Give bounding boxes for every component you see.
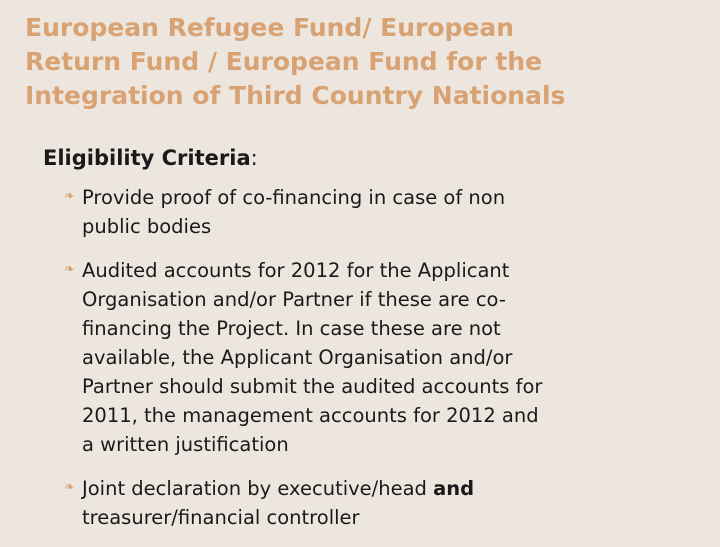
item-line: Audited accounts for 2012 for the Applicant xyxy=(82,259,510,282)
item-line: Provide proof of co-financing in case of non xyxy=(82,186,506,209)
section-heading-text: Eligibility Criteria xyxy=(43,146,251,170)
bullet-icon: ❧ xyxy=(64,262,75,277)
bullet-icon: ❧ xyxy=(64,189,75,204)
list-item xyxy=(64,474,664,532)
item-line: public bodies xyxy=(82,215,212,238)
item-emphasis: and xyxy=(433,477,475,500)
item-line: treasurer/financial controller xyxy=(82,506,360,529)
criteria-list xyxy=(64,183,664,547)
item-line: financing the Project. In case these are not xyxy=(82,317,501,340)
eligibility-heading xyxy=(43,143,258,173)
item-line: a written justification xyxy=(82,433,289,456)
item-line: available, the Applicant Organisation and/or xyxy=(82,346,513,369)
bullet-icon: ❧ xyxy=(64,480,75,495)
list-item xyxy=(64,256,664,459)
section-heading-colon: : xyxy=(250,146,258,170)
slide-title xyxy=(25,11,705,113)
item-line: Organisation and/or Partner if these are co- xyxy=(82,288,506,311)
title-line: European Refugee Fund/ European xyxy=(25,13,515,42)
item-line xyxy=(82,474,664,503)
item-line: Partner should submit the audited accounts for xyxy=(82,375,543,398)
list-item xyxy=(64,183,664,241)
title-line: Integration of Third Country Nationals xyxy=(25,81,566,110)
title-line: Return Fund / European Fund for the xyxy=(25,47,543,76)
item-line: 2011, the management accounts for 2012 and xyxy=(82,404,539,427)
item-text: Joint declaration by executive/head xyxy=(82,477,434,500)
